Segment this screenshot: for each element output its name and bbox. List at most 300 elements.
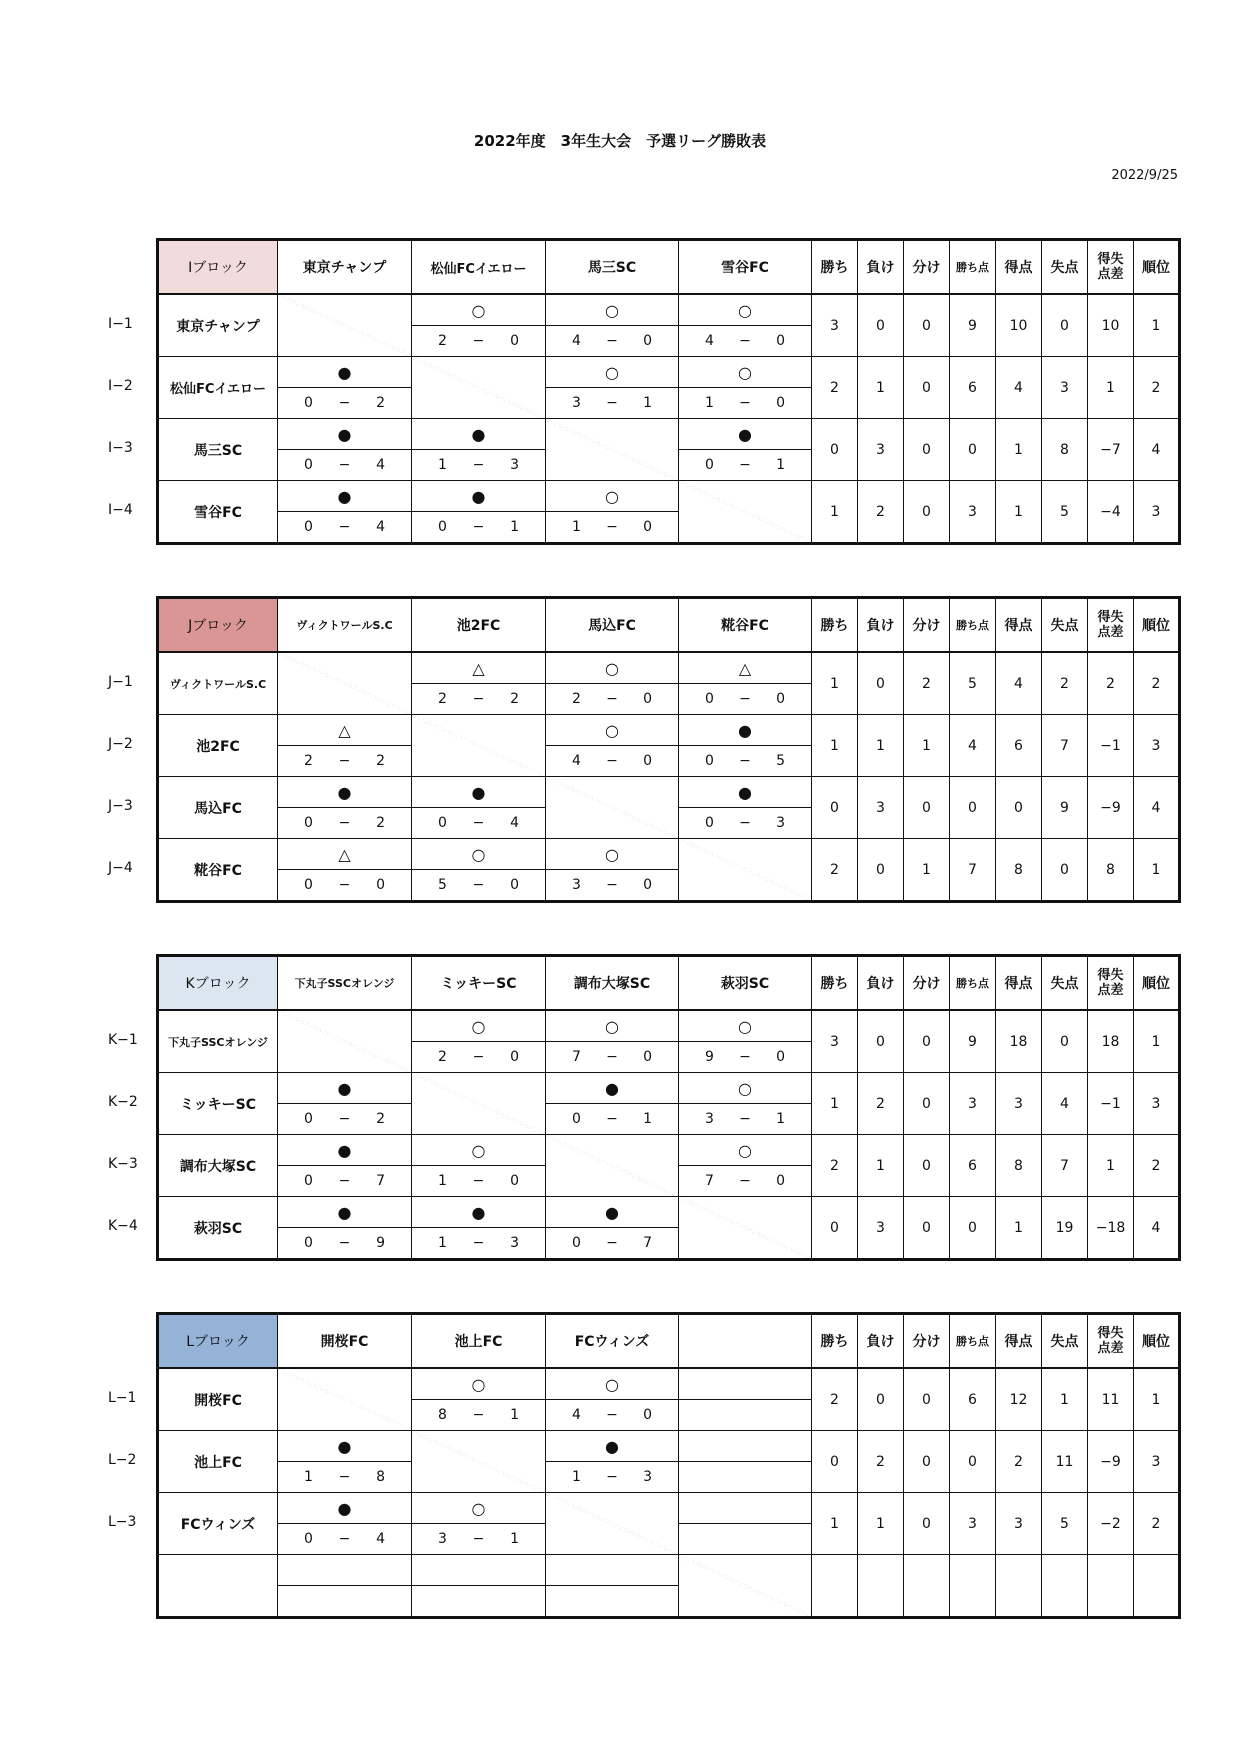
score-for: 4 [572, 753, 581, 769]
stat-value: 8 [1042, 419, 1088, 481]
score-against: 3 [510, 457, 519, 473]
score-against: 4 [510, 815, 519, 831]
match-score [412, 1166, 546, 1197]
stat-value: 3 [1134, 481, 1180, 544]
match-score [278, 450, 412, 481]
stat-header: 順位 [1134, 956, 1180, 1011]
score-for: 2 [438, 1049, 447, 1065]
row-label: K−2 [108, 1094, 138, 1110]
result-symbol: ○ [546, 1368, 679, 1400]
stat-header: 順位 [1134, 240, 1180, 295]
score-dash: − [739, 753, 751, 769]
team-name [158, 1555, 278, 1618]
date: 2022/9/25 [1111, 168, 1178, 183]
result-symbol: ● [546, 1431, 679, 1462]
block-name: Lブロック [158, 1314, 278, 1369]
stat-value: 0 [904, 294, 950, 357]
match-score [679, 326, 812, 357]
score-for: 0 [304, 815, 313, 831]
match-score [412, 1524, 546, 1555]
score-dash: − [606, 395, 618, 411]
result-symbol: ○ [546, 481, 679, 512]
stat-value: 0 [950, 419, 996, 481]
score-dash: − [606, 1235, 618, 1251]
stat-value: 4 [1134, 1197, 1180, 1260]
stat-value [812, 1555, 858, 1618]
stat-value: 1 [812, 715, 858, 777]
stat-value: 2 [858, 481, 904, 544]
match-score [412, 450, 546, 481]
self-match-cell [546, 419, 679, 481]
result-symbol: ○ [546, 1010, 679, 1042]
score-against: 0 [776, 1049, 785, 1065]
stat-value [996, 1555, 1042, 1618]
score-against: 2 [376, 395, 385, 411]
stat-value: 5 [1042, 1493, 1088, 1555]
stat-value [1088, 1555, 1134, 1618]
result-symbol: △ [679, 652, 812, 684]
stat-value: 10 [996, 294, 1042, 357]
self-match-cell [679, 481, 812, 544]
stat-value: 1 [1134, 1368, 1180, 1431]
score-for: 1 [438, 1235, 447, 1251]
match-score [278, 870, 412, 902]
match-score [679, 684, 812, 715]
score-against: 0 [776, 691, 785, 707]
league-table [156, 238, 1181, 545]
score-for: 1 [705, 395, 714, 411]
score-for: 1 [572, 1469, 581, 1485]
stat-header: 勝ち点 [950, 598, 996, 653]
stat-value: 0 [904, 357, 950, 419]
stat-header: 分け [904, 240, 950, 295]
stat-header: 負け [858, 240, 904, 295]
score-against: 1 [510, 1531, 519, 1547]
row-label: L−2 [108, 1452, 137, 1468]
team-header: 池2FC [412, 598, 546, 653]
result-symbol: ● [679, 777, 812, 808]
score-against: 1 [510, 1407, 519, 1423]
match-score [546, 1400, 679, 1431]
stat-value: 0 [904, 419, 950, 481]
stat-value: 8 [996, 839, 1042, 902]
row-label: J−2 [108, 736, 133, 752]
stat-value: 3 [1134, 1073, 1180, 1135]
match-score [679, 808, 812, 839]
stat-value: 8 [996, 1135, 1042, 1197]
score-dash: − [338, 1173, 351, 1189]
stat-value: 0 [858, 1010, 904, 1073]
result-symbol: ○ [679, 1010, 812, 1042]
score-for: 0 [438, 815, 447, 831]
self-match-cell [412, 1431, 546, 1493]
score-dash: − [338, 1111, 351, 1127]
team-header: ヴィクトワールS.C [278, 598, 412, 653]
score-for: 5 [438, 877, 447, 893]
team-header: 糀谷FC [679, 598, 812, 653]
score-against: 0 [376, 877, 385, 893]
league-table [156, 596, 1181, 903]
stat-value: 0 [858, 839, 904, 902]
match-score [679, 746, 812, 777]
team-name: 池2FC [158, 715, 278, 777]
match-score [546, 1462, 679, 1493]
stat-value: 3 [858, 419, 904, 481]
score-for: 0 [304, 457, 313, 473]
score-for: 0 [304, 877, 313, 893]
team-name: 萩羽SC [158, 1197, 278, 1260]
score-for: 3 [705, 1111, 714, 1127]
score-for: 2 [438, 333, 447, 349]
stat-value: 1 [812, 652, 858, 715]
stat-value: 0 [950, 777, 996, 839]
stat-header: 失点 [1042, 1314, 1088, 1369]
stat-value: 4 [950, 715, 996, 777]
score-against: 2 [510, 691, 519, 707]
stat-header: 得失 点差 [1088, 1314, 1134, 1369]
score-for: 0 [304, 1531, 313, 1547]
score-against: 7 [643, 1235, 652, 1251]
score-dash: − [338, 395, 351, 411]
stat-header: 勝ち点 [950, 1314, 996, 1369]
score-dash: − [472, 457, 485, 473]
score-dash: − [338, 815, 351, 831]
stat-value: −1 [1088, 715, 1134, 777]
match-score [278, 746, 412, 777]
stat-value: 2 [1134, 652, 1180, 715]
stat-value: 18 [1088, 1010, 1134, 1073]
stat-value: 3 [858, 777, 904, 839]
score-dash: − [606, 519, 618, 535]
score-against: 0 [776, 395, 785, 411]
score-against: 0 [776, 333, 785, 349]
score-dash: − [606, 1407, 618, 1423]
score-for: 0 [705, 815, 714, 831]
match-score [546, 746, 679, 777]
score-dash: − [338, 753, 351, 769]
result-symbol: ● [412, 419, 546, 450]
stat-value: 3 [858, 1197, 904, 1260]
team-header: 萩羽SC [679, 956, 812, 1011]
score-for: 1 [438, 457, 447, 473]
team-name: 馬三SC [158, 419, 278, 481]
result-symbol: ● [412, 1197, 546, 1228]
result-symbol: ● [278, 419, 412, 450]
stat-header: 勝ち [812, 598, 858, 653]
league-table [156, 954, 1181, 1261]
stat-value: 7 [1042, 1135, 1088, 1197]
score-against: 9 [376, 1235, 385, 1251]
team-name: 開桜FC [158, 1368, 278, 1431]
score-dash: − [338, 519, 351, 535]
score-against: 5 [776, 753, 785, 769]
row-label: J−4 [108, 860, 133, 876]
stat-value: 1 [858, 715, 904, 777]
stat-value: 2 [812, 357, 858, 419]
score-for: 3 [572, 877, 581, 893]
stat-value: −7 [1088, 419, 1134, 481]
result-symbol: ○ [679, 294, 812, 326]
self-match-cell [546, 1493, 679, 1555]
stat-value: 2 [904, 652, 950, 715]
stat-value: 1 [812, 1493, 858, 1555]
result-symbol: ● [278, 1135, 412, 1166]
result-symbol: △ [412, 652, 546, 684]
stat-value: 0 [950, 1197, 996, 1260]
result-symbol: ○ [412, 1010, 546, 1042]
stat-header: 勝ち [812, 1314, 858, 1369]
stat-value: 3 [950, 481, 996, 544]
self-match-cell [412, 715, 546, 777]
team-header: 池上FC [412, 1314, 546, 1369]
stat-header: 得点 [996, 240, 1042, 295]
stat-value: 0 [904, 1431, 950, 1493]
team-name: 松仙FCイエロー [158, 357, 278, 419]
stat-value: 5 [950, 652, 996, 715]
score-dash: − [472, 333, 485, 349]
score-for: 0 [572, 1111, 581, 1127]
score-dash: − [739, 815, 751, 831]
result-symbol: ● [546, 1073, 679, 1104]
score-against: 1 [776, 457, 785, 473]
row-label: L−3 [108, 1514, 137, 1530]
stat-value: 0 [904, 1368, 950, 1431]
stat-value: 0 [904, 1197, 950, 1260]
stat-header: 負け [858, 1314, 904, 1369]
score-for: 7 [572, 1049, 581, 1065]
score-against: 7 [376, 1173, 385, 1189]
match-score [278, 1228, 412, 1260]
team-name: 池上FC [158, 1431, 278, 1493]
team-header: 雪谷FC [679, 240, 812, 295]
stat-value: 6 [950, 1368, 996, 1431]
score-for: 9 [705, 1049, 714, 1065]
stat-value: 3 [996, 1073, 1042, 1135]
match-score [679, 1042, 812, 1073]
match-score [412, 512, 546, 544]
result-symbol: ● [278, 1431, 412, 1462]
score-for: 0 [572, 1235, 581, 1251]
stat-header: 分け [904, 1314, 950, 1369]
team-header: FCウィンズ [546, 1314, 679, 1369]
self-match-cell [679, 1197, 812, 1260]
score-dash: − [472, 877, 485, 893]
score-for: 1 [438, 1173, 447, 1189]
stat-value: 18 [996, 1010, 1042, 1073]
result-symbol: ○ [679, 1073, 812, 1104]
score-against: 1 [643, 1111, 652, 1127]
score-dash: − [472, 1531, 485, 1547]
stat-value: 2 [1134, 1493, 1180, 1555]
score-dash: − [606, 877, 618, 893]
match-score [546, 1586, 679, 1618]
score-dash: − [739, 457, 751, 473]
stat-header: 失点 [1042, 598, 1088, 653]
result-symbol: ○ [412, 1368, 546, 1400]
score-dash: − [739, 1111, 751, 1127]
score-against: 0 [510, 1049, 519, 1065]
stat-value: 3 [1134, 1431, 1180, 1493]
stat-header: 分け [904, 598, 950, 653]
score-for: 2 [438, 691, 447, 707]
score-for: 8 [438, 1407, 447, 1423]
score-for: 0 [304, 519, 313, 535]
score-against: 4 [376, 457, 385, 473]
stat-value [858, 1555, 904, 1618]
match-score [278, 512, 412, 544]
stat-value [904, 1555, 950, 1618]
result-symbol: ● [546, 1197, 679, 1228]
block-name: Kブロック [158, 956, 278, 1011]
stat-value: 0 [950, 1431, 996, 1493]
score-against: 0 [643, 519, 652, 535]
result-symbol: ● [679, 715, 812, 746]
stat-value: 2 [1088, 652, 1134, 715]
score-against: 0 [510, 1173, 519, 1189]
team-header: 開桜FC [278, 1314, 412, 1369]
result-symbol: ○ [412, 839, 546, 870]
stat-header: 負け [858, 956, 904, 1011]
score-against: 0 [643, 753, 652, 769]
match-score [546, 1228, 679, 1260]
stat-value: 2 [812, 839, 858, 902]
match-score [278, 808, 412, 839]
score-dash: − [606, 753, 618, 769]
score-dash: − [338, 1531, 351, 1547]
score-against: 0 [643, 1407, 652, 1423]
stat-value [950, 1555, 996, 1618]
score-against: 2 [376, 1111, 385, 1127]
score-dash: − [338, 1469, 351, 1485]
row-label: J−3 [108, 798, 133, 814]
stat-header: 勝ち [812, 956, 858, 1011]
team-name: FCウィンズ [158, 1493, 278, 1555]
team-name: ミッキーSC [158, 1073, 278, 1135]
self-match-cell [412, 357, 546, 419]
stat-value: 0 [858, 652, 904, 715]
stat-value: 6 [950, 1135, 996, 1197]
result-symbol: ● [278, 357, 412, 388]
stat-value: −2 [1088, 1493, 1134, 1555]
stat-header: 負け [858, 598, 904, 653]
match-score [412, 684, 546, 715]
team-header: 調布大塚SC [546, 956, 679, 1011]
score-dash: − [338, 457, 351, 473]
score-for: 2 [572, 691, 581, 707]
block-name: Jブロック [158, 598, 278, 653]
match-score [278, 1586, 412, 1618]
score-dash: − [606, 1111, 618, 1127]
stat-header: 分け [904, 956, 950, 1011]
result-symbol: ○ [546, 839, 679, 870]
page-title: 2022年度 3年生大会 予選リーグ勝敗表 [473, 132, 767, 150]
result-symbol: ○ [546, 652, 679, 684]
result-symbol [679, 1431, 812, 1462]
team-name: 調布大塚SC [158, 1135, 278, 1197]
stat-value: 0 [996, 777, 1042, 839]
self-match-cell [546, 777, 679, 839]
stat-header: 勝ち [812, 240, 858, 295]
score-against: 1 [643, 395, 652, 411]
stat-value: 0 [904, 481, 950, 544]
stat-value: 1 [812, 1073, 858, 1135]
stat-value: 1 [858, 1135, 904, 1197]
team-header: 馬込FC [546, 598, 679, 653]
result-symbol: ○ [546, 715, 679, 746]
stat-value: 3 [950, 1493, 996, 1555]
stat-value: 1 [996, 1197, 1042, 1260]
stat-value: 0 [904, 1073, 950, 1135]
match-score [679, 388, 812, 419]
stat-value: 0 [812, 419, 858, 481]
stat-value: 0 [904, 777, 950, 839]
result-symbol: ○ [412, 1135, 546, 1166]
score-against: 1 [776, 1111, 785, 1127]
stat-value: 1 [1042, 1368, 1088, 1431]
stat-header: 得失 点差 [1088, 240, 1134, 295]
score-against: 0 [510, 877, 519, 893]
stat-value: 9 [950, 294, 996, 357]
score-against: 3 [510, 1235, 519, 1251]
score-against: 0 [643, 1049, 652, 1065]
team-name: 糀谷FC [158, 839, 278, 902]
score-for: 4 [572, 333, 581, 349]
score-against: 1 [510, 519, 519, 535]
stat-value: 2 [1134, 357, 1180, 419]
self-match-cell [412, 1073, 546, 1135]
match-score [679, 1166, 812, 1197]
match-score [546, 684, 679, 715]
score-dash: − [739, 395, 751, 411]
score-dash: − [472, 1049, 485, 1065]
match-score [278, 1166, 412, 1197]
self-match-cell [278, 652, 412, 715]
stat-value: 0 [812, 777, 858, 839]
self-match-cell [546, 1135, 679, 1197]
self-match-cell [278, 1368, 412, 1431]
stat-value: 5 [1042, 481, 1088, 544]
team-header: 東京チャンプ [278, 240, 412, 295]
score-against: 4 [376, 519, 385, 535]
stat-value: 9 [1042, 777, 1088, 839]
result-symbol: ○ [679, 357, 812, 388]
score-for: 4 [572, 1407, 581, 1423]
score-dash: − [739, 1049, 751, 1065]
result-symbol: ● [278, 1493, 412, 1524]
stat-value: 2 [812, 1368, 858, 1431]
result-symbol: ● [412, 777, 546, 808]
score-dash: − [472, 691, 485, 707]
score-dash: − [606, 1469, 618, 1485]
result-symbol [546, 1555, 679, 1586]
result-symbol: ● [412, 481, 546, 512]
result-symbol: ○ [546, 357, 679, 388]
match-score [412, 1042, 546, 1073]
score-for: 2 [304, 753, 313, 769]
stat-value: 3 [996, 1493, 1042, 1555]
score-against: 0 [643, 691, 652, 707]
score-against: 3 [776, 815, 785, 831]
stat-value: 7 [950, 839, 996, 902]
match-score [412, 326, 546, 357]
self-match-cell [679, 1555, 812, 1618]
stat-value: 1 [904, 715, 950, 777]
stat-value: 1 [996, 481, 1042, 544]
match-score [412, 1228, 546, 1260]
stat-value: 9 [950, 1010, 996, 1073]
result-symbol: ○ [546, 294, 679, 326]
match-score [412, 1400, 546, 1431]
